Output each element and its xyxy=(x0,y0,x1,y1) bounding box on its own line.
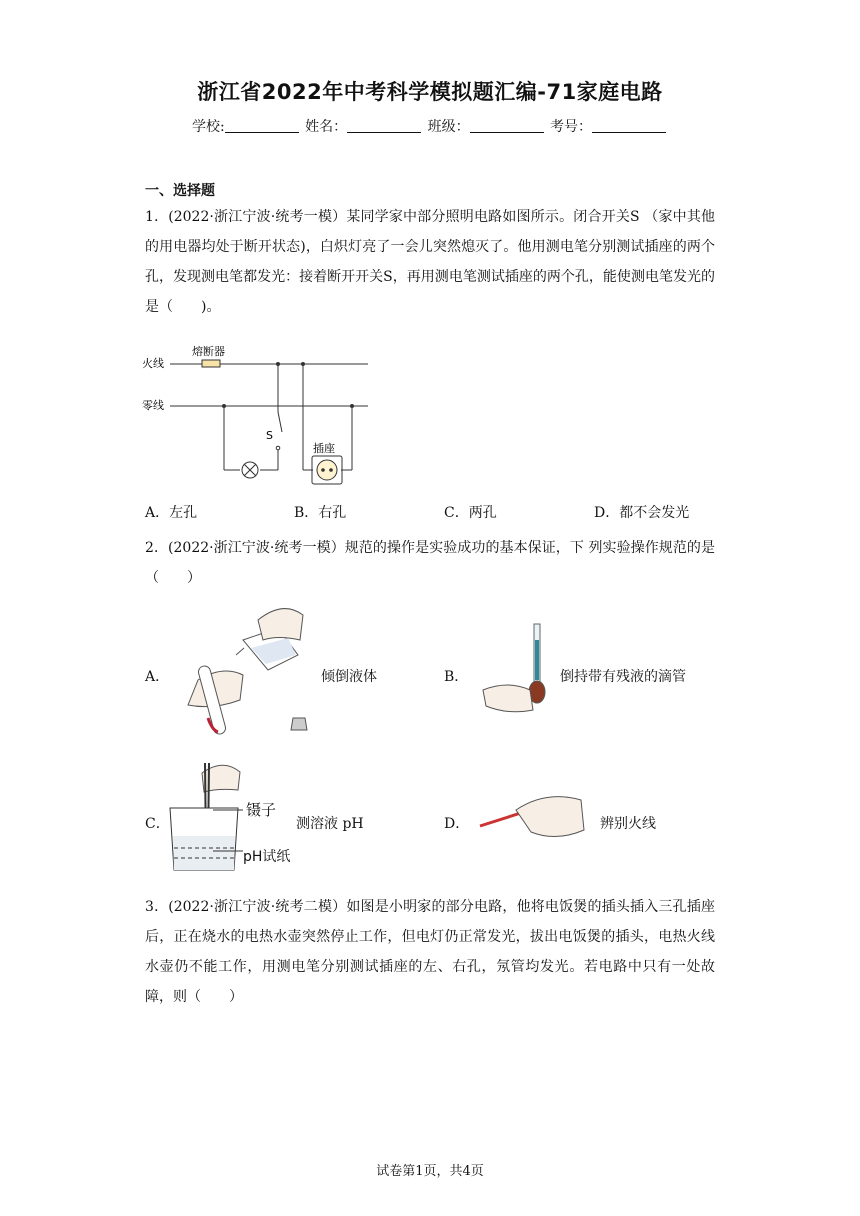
tweezer-label: 镊子 xyxy=(246,801,277,819)
q2-option-a-caption: 倾倒液体 xyxy=(321,669,377,685)
q2-option-d-letter[interactable]: D． xyxy=(444,816,470,832)
socket-icon xyxy=(317,460,337,480)
question-1-text: 1．(2022·浙江宁波·统考一模）某同学家中部分照明电路如图所示。闭合开关S （家中其他的用电器均处于断开状态)，白炽灯亮了一会儿突然熄灭了。他用测电笔分别测试插座的两个孔，发现测电笔都发光：接着断开开关S，再用测电笔测试插座的两个孔，能使测电笔发光的是（ )。 xyxy=(145,209,715,315)
school-label: 学校: xyxy=(191,119,225,135)
q1-option-a[interactable]: A．左孔 xyxy=(145,505,198,521)
section-title: 一、选择题 xyxy=(145,183,215,199)
q1-option-d[interactable]: D．都不会发光 xyxy=(594,505,690,521)
q2-option-b-caption: 倒持带有残液的滴管 xyxy=(560,669,686,685)
fuse xyxy=(202,360,220,367)
ph-paper-label: pH试纸 xyxy=(243,849,291,865)
neutral-label: 零线 xyxy=(142,399,164,412)
q1-option-c[interactable]: C．两孔 xyxy=(444,505,497,521)
class-blank xyxy=(470,118,544,133)
class-label: 班级： xyxy=(427,119,470,135)
switch-label: S xyxy=(266,429,273,442)
q2-option-b-letter[interactable]: B． xyxy=(444,669,469,685)
q1-option-b[interactable]: B．右孔 xyxy=(294,505,347,521)
student-info-line xyxy=(0,116,860,136)
id-blank xyxy=(592,118,666,133)
question-2-text: 2．(2022·浙江宁波·统考一模）规范的操作是实验成功的基本保证，下 列实验操作规范的是（ ） xyxy=(145,540,715,586)
page-title: 浙江省2022年中考科学模拟题汇编-71家庭电路 xyxy=(197,80,663,104)
question-3-text: 3．(2022·浙江宁波·统考二模）如图是小明家的部分电路，他将电饭煲的插头插入三孔插座后，正在烧水的电热水壶突然停止工作，但电灯仍正常发光，拔出电饭煲的插头，电热火线水壶仍不能工作，用测电笔分别测试插座的左、右孔，氖管均发光。若电路中只有一处故障，则（ ） xyxy=(145,899,715,1005)
lamp-icon xyxy=(242,462,258,478)
name-label: 姓名： xyxy=(305,119,348,135)
live-label: 火线 xyxy=(142,357,164,370)
q2-option-c-letter[interactable]: C． xyxy=(145,816,170,832)
test-pen-illustration xyxy=(476,790,588,850)
pour-liquid-illustration xyxy=(168,600,318,745)
name-blank xyxy=(347,118,421,133)
q2-option-c-caption: 测溶液 pH xyxy=(296,816,364,832)
id-label: 考号： xyxy=(550,119,593,135)
page-footer: 试卷第1页，共4页 xyxy=(376,1164,484,1179)
circuit-diagram xyxy=(140,340,380,485)
q2-option-a-letter[interactable]: A． xyxy=(145,669,170,685)
ph-test-illustration xyxy=(168,758,248,878)
dropper-illustration xyxy=(478,620,558,715)
school-blank xyxy=(225,118,299,133)
fuse-label: 熔断器 xyxy=(192,345,225,358)
socket-label: 插座 xyxy=(313,442,335,455)
q2-option-d-caption: 辨别火线 xyxy=(600,816,656,832)
